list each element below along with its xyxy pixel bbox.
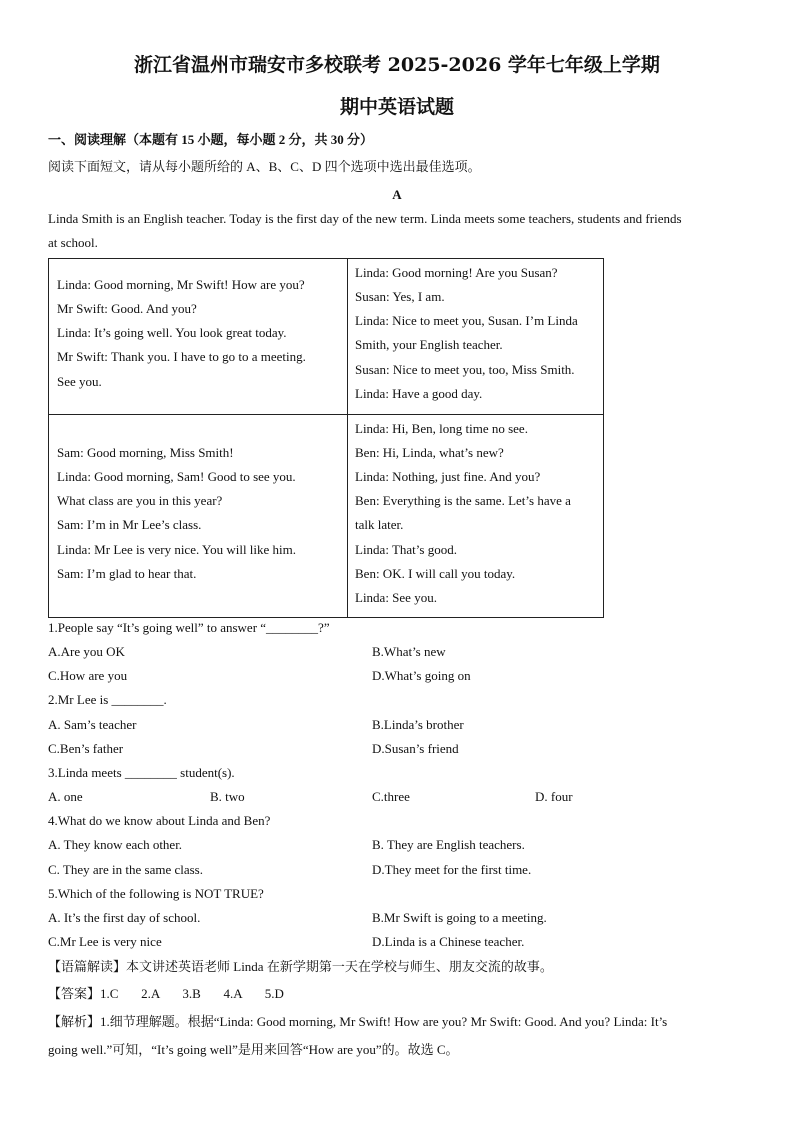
answer-label: 【答案】 xyxy=(48,986,101,1001)
dialog-line: Linda: It’s going well. You look great today. xyxy=(57,325,287,340)
dialog-line: Ben: OK. I will call you today. xyxy=(355,566,516,581)
dialog-line: See you. xyxy=(57,374,102,389)
dialog-line: Mr Swift: Good. And you? xyxy=(57,301,197,316)
question-1-option-c[interactable]: C.How are you xyxy=(48,668,128,683)
dialog-line: What class are you in this year? xyxy=(57,493,223,508)
dialog-line: Sam: Good morning, Miss Smith! xyxy=(57,445,234,460)
dialog-line: Linda: Good morning, Sam! Good to see you. xyxy=(57,469,296,484)
question-3-option-a[interactable]: A. one xyxy=(48,789,83,804)
dialog-line: Linda: Good morning, Mr Swift! How are you? xyxy=(57,277,305,292)
exam-title-line2: 期中英语试题 xyxy=(339,96,454,118)
dialog-line: talk later. xyxy=(355,517,404,532)
question-1-option-d[interactable]: D.What’s going on xyxy=(372,668,471,683)
question-3-option-b[interactable]: B. two xyxy=(210,789,245,804)
exam-title-line1: 浙江省温州市瑞安市多校联考 2025-2026 学年七年级上学期 xyxy=(134,54,660,76)
answer-values: 1.C 2.A 3.B 4.A 5.D xyxy=(100,986,284,1001)
question-2-option-b[interactable]: B.Linda’s brother xyxy=(372,717,464,732)
dialog-line: Sam: I’m in Mr Lee’s class. xyxy=(57,517,202,532)
question-5-option-c[interactable]: C.Mr Lee is very nice xyxy=(48,934,162,949)
question-2-stem: 2.Mr Lee is ________. xyxy=(48,692,167,707)
question-5-option-b[interactable]: B.Mr Swift is going to a meeting. xyxy=(372,910,547,925)
question-5-option-d[interactable]: D.Linda is a Chinese teacher. xyxy=(372,934,525,949)
explanation-line1: 【解析】1.细节理解题。根据“Linda: Good morning, Mr Swift! How are you? Mr Swift: Good. And you? Linda: It’s xyxy=(48,1014,668,1029)
question-4-option-c[interactable]: C. They are in the same class. xyxy=(48,862,203,877)
section-instruction: 阅读下面短文，请从每小题所给的 A、B、C、D 四个选项中选出最佳选项。 xyxy=(48,159,481,174)
dialog-line: Susan: Yes, I am. xyxy=(355,289,445,304)
dialog-line: Linda: Have a good day. xyxy=(355,386,483,401)
dialog-line: Linda: Hi, Ben, long time no see. xyxy=(355,421,528,436)
dialog-line: Linda: Nice to meet you, Susan. I’m Linda xyxy=(355,313,578,328)
question-1-option-b[interactable]: B.What’s new xyxy=(372,644,446,659)
question-3-option-d[interactable]: D. four xyxy=(535,789,573,804)
dialog-cell-top-right xyxy=(348,259,604,415)
question-4-option-a[interactable]: A. They know each other. xyxy=(48,837,183,852)
question-3-option-c[interactable]: C.three xyxy=(372,789,410,804)
question-2-option-d[interactable]: D.Susan’s friend xyxy=(372,741,459,756)
dialog-table xyxy=(48,258,604,618)
explanation-line2: going well.”可知，“It’s going well”是用来回答“How are you”的。故选 C。 xyxy=(48,1042,459,1057)
answer-key xyxy=(48,985,284,1003)
question-5-option-a[interactable]: A. It’s the first day of school. xyxy=(48,910,201,925)
question-1-stem: 1.People say “It’s going well” to answer “________?” xyxy=(48,620,330,635)
dialog-cell-bottom-left xyxy=(49,415,348,618)
question-3-stem: 3.Linda meets ________ student(s). xyxy=(48,765,235,780)
question-5-stem: 5.Which of the following is NOT TRUE? xyxy=(48,886,264,901)
dialog-line: Ben: Everything is the same. Let’s have a xyxy=(355,493,571,508)
passage-label: A xyxy=(392,187,402,202)
discourse-summary: 【语篇解读】本文讲述英语老师 Linda 在新学期第一天在学校与师生、朋友交流的故事。 xyxy=(48,959,553,974)
dialog-line: Linda: Good morning! Are you Susan? xyxy=(355,265,558,280)
question-2-option-c[interactable]: C.Ben’s father xyxy=(48,741,124,756)
section-heading: 一、阅读理解（本题有 15 小题，每小题 2 分，共 30 分） xyxy=(48,132,374,147)
passage-intro-line2: at school. xyxy=(48,235,98,250)
question-1-option-a[interactable]: A.Are you OK xyxy=(48,644,125,659)
dialog-line: Smith, your English teacher. xyxy=(355,337,503,352)
dialog-line: Linda: See you. xyxy=(355,590,437,605)
dialog-line: Linda: That’s good. xyxy=(355,542,457,557)
dialog-cell-top-left xyxy=(49,259,348,415)
dialog-line: Mr Swift: Thank you. I have to go to a meeting. xyxy=(57,349,306,364)
dialog-line: Linda: Nothing, just fine. And you? xyxy=(355,469,541,484)
question-2-option-a[interactable]: A. Sam’s teacher xyxy=(48,717,137,732)
passage-intro-line1: Linda Smith is an English teacher. Today is the first day of the new term. Linda meets some teachers, students and friends xyxy=(48,211,682,226)
dialog-line: Susan: Nice to meet you, too, Miss Smith. xyxy=(355,362,575,377)
dialog-line: Sam: I’m glad to hear that. xyxy=(57,566,197,581)
dialog-cell-bottom-right xyxy=(348,415,604,618)
question-4-option-b[interactable]: B. They are English teachers. xyxy=(372,837,525,852)
dialog-line: Ben: Hi, Linda, what’s new? xyxy=(355,445,504,460)
question-4-stem: 4.What do we know about Linda and Ben? xyxy=(48,813,271,828)
dialog-line: Linda: Mr Lee is very nice. You will like him. xyxy=(57,542,297,557)
question-4-option-d[interactable]: D.They meet for the first time. xyxy=(372,862,532,877)
